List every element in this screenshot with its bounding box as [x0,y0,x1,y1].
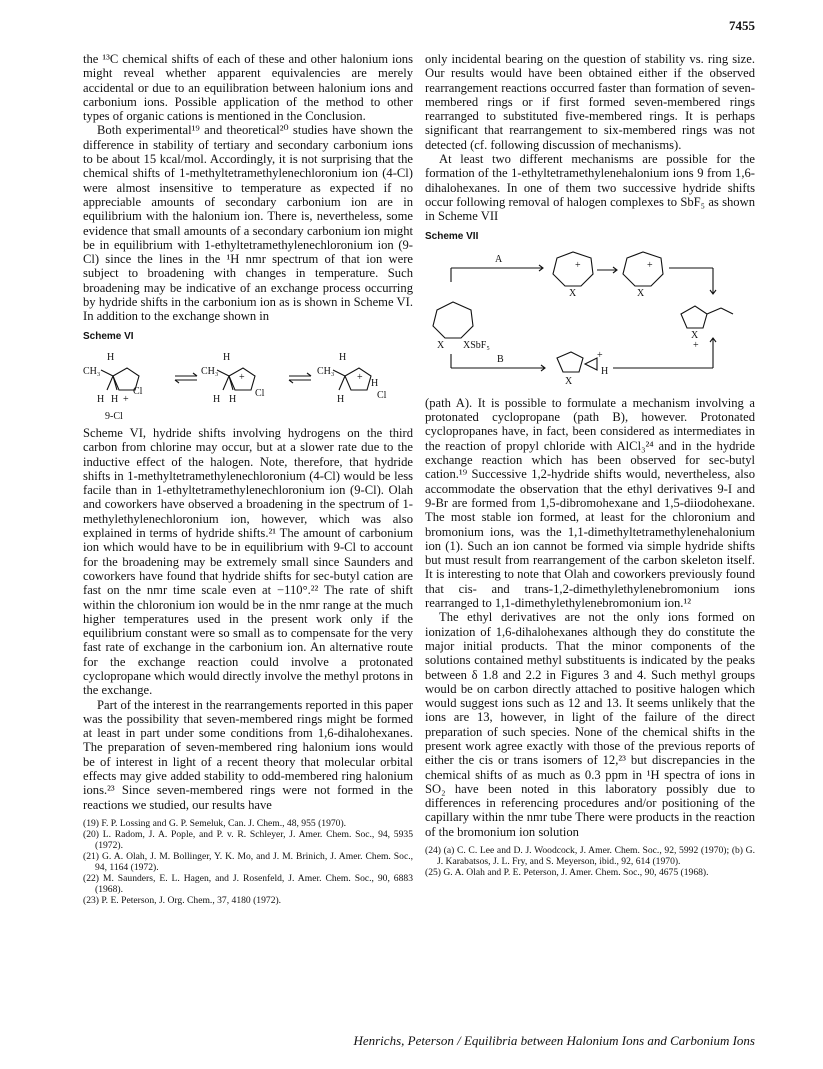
svg-text:X: X [637,287,645,299]
running-footer: Henrichs, Peterson / Equilibria between Halonium Ions and Carbonium Ions [353,1033,755,1048]
svg-text:H: H [223,351,231,363]
page-number: 7455 [729,18,755,33]
scheme-vi-compound: 9-Cl [105,410,123,422]
svg-text:H: H [371,377,379,389]
right-paragraph-4: The ethyl derivatives are not the only ions formed on ionization of 1,6-dihalohexanes although they do constitute the major initial products. That the minor components of the solutions contained methyl substituents is indicated by the peaks between δ 1.8 and 2.2 in Figures 3 and 4. Such methyl groups would be on carbon directly attached to positive halogen which would suggest ions such as 12 and 13. It seems unlikely that the ions are 13, however, in light of the failure of the direct preparation of such species. None of the chemical shifts in the present work agree exactly with those of the previous reports of either the cis or trans isomers of 12,²³ but discrepancies in the chemical shifts of as much as 0.3 ppm in ¹H spectra of ions in SO₂ have been noted in this laboratory possibly due to differences in referencing procedures and/or positioning of the capillary within the nmr tube There were products in the reaction of the bromonium ion solution [425,610,755,839]
svg-text:Cl: Cl [377,389,387,401]
svg-text:X: X [691,329,699,341]
scheme-vii-path-a: A [495,253,503,265]
scheme-vii-xsbf: XSbF₅ [463,339,490,351]
reference-item: (22) M. Saunders, E. L. Hagen, and J. Rosenfeld, J. Amer. Chem. Soc., 90, 6883 (1968). [83,872,413,895]
svg-text:+: + [357,371,363,383]
svg-text:H: H [213,393,221,405]
reference-item: (20) L. Radom, J. A. Pople, and P. v. R. Schleyer, J. Amer. Chem. Soc., 94, 5935 (1972). [83,828,413,851]
scheme-vii-diagram [425,246,755,396]
scheme-vii-label: Scheme VII [425,230,479,242]
scheme-vi-label: Scheme VI [83,330,134,342]
reference-item: (21) G. A. Olah, J. M. Bollinger, Y. K. Mo, and J. M. Brinich, J. Amer. Chem. Soc., 94, 1164 (1972). [83,850,413,873]
scheme-vii-path-b: B [497,353,504,365]
scheme-vi-diagram [83,346,413,426]
svg-text:CH₃: CH₃ [201,365,219,377]
left-paragraph-3: Scheme VI, hydride shifts involving hydrogens on the third carbon from chlorine may occur, but at a slower rate due to the inductive effect of the halogen. Note, therefore, that hydride shifts in 1-methyltetramethylenechloronium (4-Cl) would be less facile than in 1-ethyltetramethylenechloronium ion (9-Cl). Olah and coworkers have observed a broadening in the spectrum of 1-methylethylenechloronium ion, however, which was also explained in terms of hydride shifts.²¹ The amount of carbonium ion which would have to be in equilibrium with 9-Cl to account for the broadening may be extremely small since Saunders and coworkers have found that hydride shifts for sec-butyl cation are fast on the nmr time scale even at −110°.²² The rate of shift within the chloronium ion would be in the nmr range at the much higher temperatures used in the present work only if the equilibrium constant were so small as to compensate for the very fast rate of exchange in the carbonium ion. An alternative route for the exchange reaction could involve a protonated cyclopropane which would directly involve the methyl protons in the exchange. [83,425,413,698]
svg-text:+: + [693,339,699,351]
svg-text:CH₃: CH₃ [317,365,335,377]
right-paragraph-3: (path A). It is possible to formulate a mechanism involving a protonated cyclopropane (path B), however. Protonated cyclopropanes have, in fact, been considered as intermediates in the reaction of propyl chloride with AlCl₃²⁴ and in the hydride exchange reaction which has been observed for sec-butyl cation.¹⁹ Successive 1,2-hydride shifts would, nevertheless, also accommodate the observation that the ethyl derivatives 9-I and 9-Br are formed from 1,5-dibromohexane and 1,5-diiodohexane. The most stable ion formed, at least for the chloronium and bromonium ions, was the 1,1-dimethyltetramethylenehalonium ion (1). Such an ion cannot be formed via simple hydride shifts but must result from rearrangement of the carbon skeleton itself. It is interesting to note that Olah and coworkers previously found that cis- and trans-1,2-dimethylethylenebromonium ions rearranged to 1,1-dimethylethylenebromonium ion.¹² [425,395,755,611]
svg-text:+: + [575,259,581,271]
svg-text:H: H [601,365,609,377]
svg-text:Cl: Cl [133,385,143,397]
svg-text:X: X [565,375,573,387]
svg-text:H: H [337,393,345,405]
left-paragraph-1: the ¹³C chemical shifts of each of these and other halonium ions might reveal whether apparent equivalencies are merely accidental or due to an equilibration between halonium ions and carbonium ions. Possible application of the method to other types of organic cations is mentioned in the Conclusion. [83,52,413,124]
svg-text:CH₃: CH₃ [83,365,101,377]
svg-text:H: H [111,393,119,405]
left-column [83,52,413,906]
svg-text:H: H [229,393,237,405]
right-column [425,52,755,878]
reference-item: (25) G. A. Olah and P. E. Peterson, J. Amer. Chem. Soc., 90, 4675 (1968). [425,867,709,879]
left-paragraph-4: Part of the interest in the rearrangements reported in this paper was the possibility that seven-membered rings might be formed at least in part under some conditions from 1,6-dihalohexanes. The preparation of seven-membered ring halonium ions would be of interest in light of a recent theory that molecular orbital effects may give added stability to odd-membered ring halonium ions.²³ Since seven-membered rings were not formed in the reactions we studied, our results have [83,697,413,812]
svg-text:+: + [123,393,129,405]
right-references [425,845,755,878]
svg-text:+: + [597,349,603,361]
reference-item: (19) F. P. Lossing and G. P. Semeluk, Can. J. Chem., 48, 955 (1970). [83,817,347,829]
svg-text:+: + [647,259,653,271]
left-paragraph-2: Both experimental¹⁹ and theoretical²⁰ studies have shown the difference in stability of tertiary and secondary carbonium ions to be about 15 kcal/mol. Accordingly, it is not surprising that the chemical shifts of 1-methyltetramethylenechloronium ion (4-Cl) were almost insensitive to temperature as expected if no appreciable amounts of secondary carbonium ion are in equilibrium with the halonium ion. There is, nevertheless, some evidence that small amounts of a secondary carbonium ion might be in equilibrium with 1-ethyltetramethylenechloronium ion (9-Cl) since the lines in the ¹H nmr spectrum of that ion were subject to broadening with changes in temperature. Such broadening may be indicative of an exchange process occurring by hydride shifts in the carbonium ion as is shown in Scheme VI. In addition to the exchange shown in [83,123,413,324]
right-paragraph-2: At least two different mechanisms are possible for the formation of the 1-ethyltetramethylenehalonium ions 9 from 1,6-dihalohexanes. In one of them two successive hydride shifts occur following removal of halogen complexes to SbF₅ as shown in Scheme VII [425,152,755,224]
svg-text:X: X [437,339,445,351]
reference-item: (24) (a) C. C. Lee and D. J. Woodcock, J. Amer. Chem. Soc., 92, 5992 (1970); (b) G. J. Karabatsos, J. L. Fry, and S. Meyerson, ibid., 92, 614 (1970). [425,845,755,868]
svg-text:H: H [97,393,105,405]
svg-text:+: + [239,371,245,383]
left-references [83,818,413,906]
reference-item: (23) P. E. Peterson, J. Org. Chem., 37, 4180 (1972). [83,894,282,906]
svg-text:X: X [569,287,577,299]
svg-text:H: H [107,351,115,363]
right-paragraph-1: only incidental bearing on the question of stability vs. ring size. Our results would have been obtained either if the observed rearrangement reactions occurred faster than formation of seven-membered rings or if first formed seven-membered rings rearranged to substituted five-membered rings. It is perhaps significant that rearrangement to six-membered rings was not detected (cf. following discussion of mechanisms). [425,52,755,152]
svg-text:H: H [339,351,347,363]
svg-text:Cl: Cl [255,387,265,399]
